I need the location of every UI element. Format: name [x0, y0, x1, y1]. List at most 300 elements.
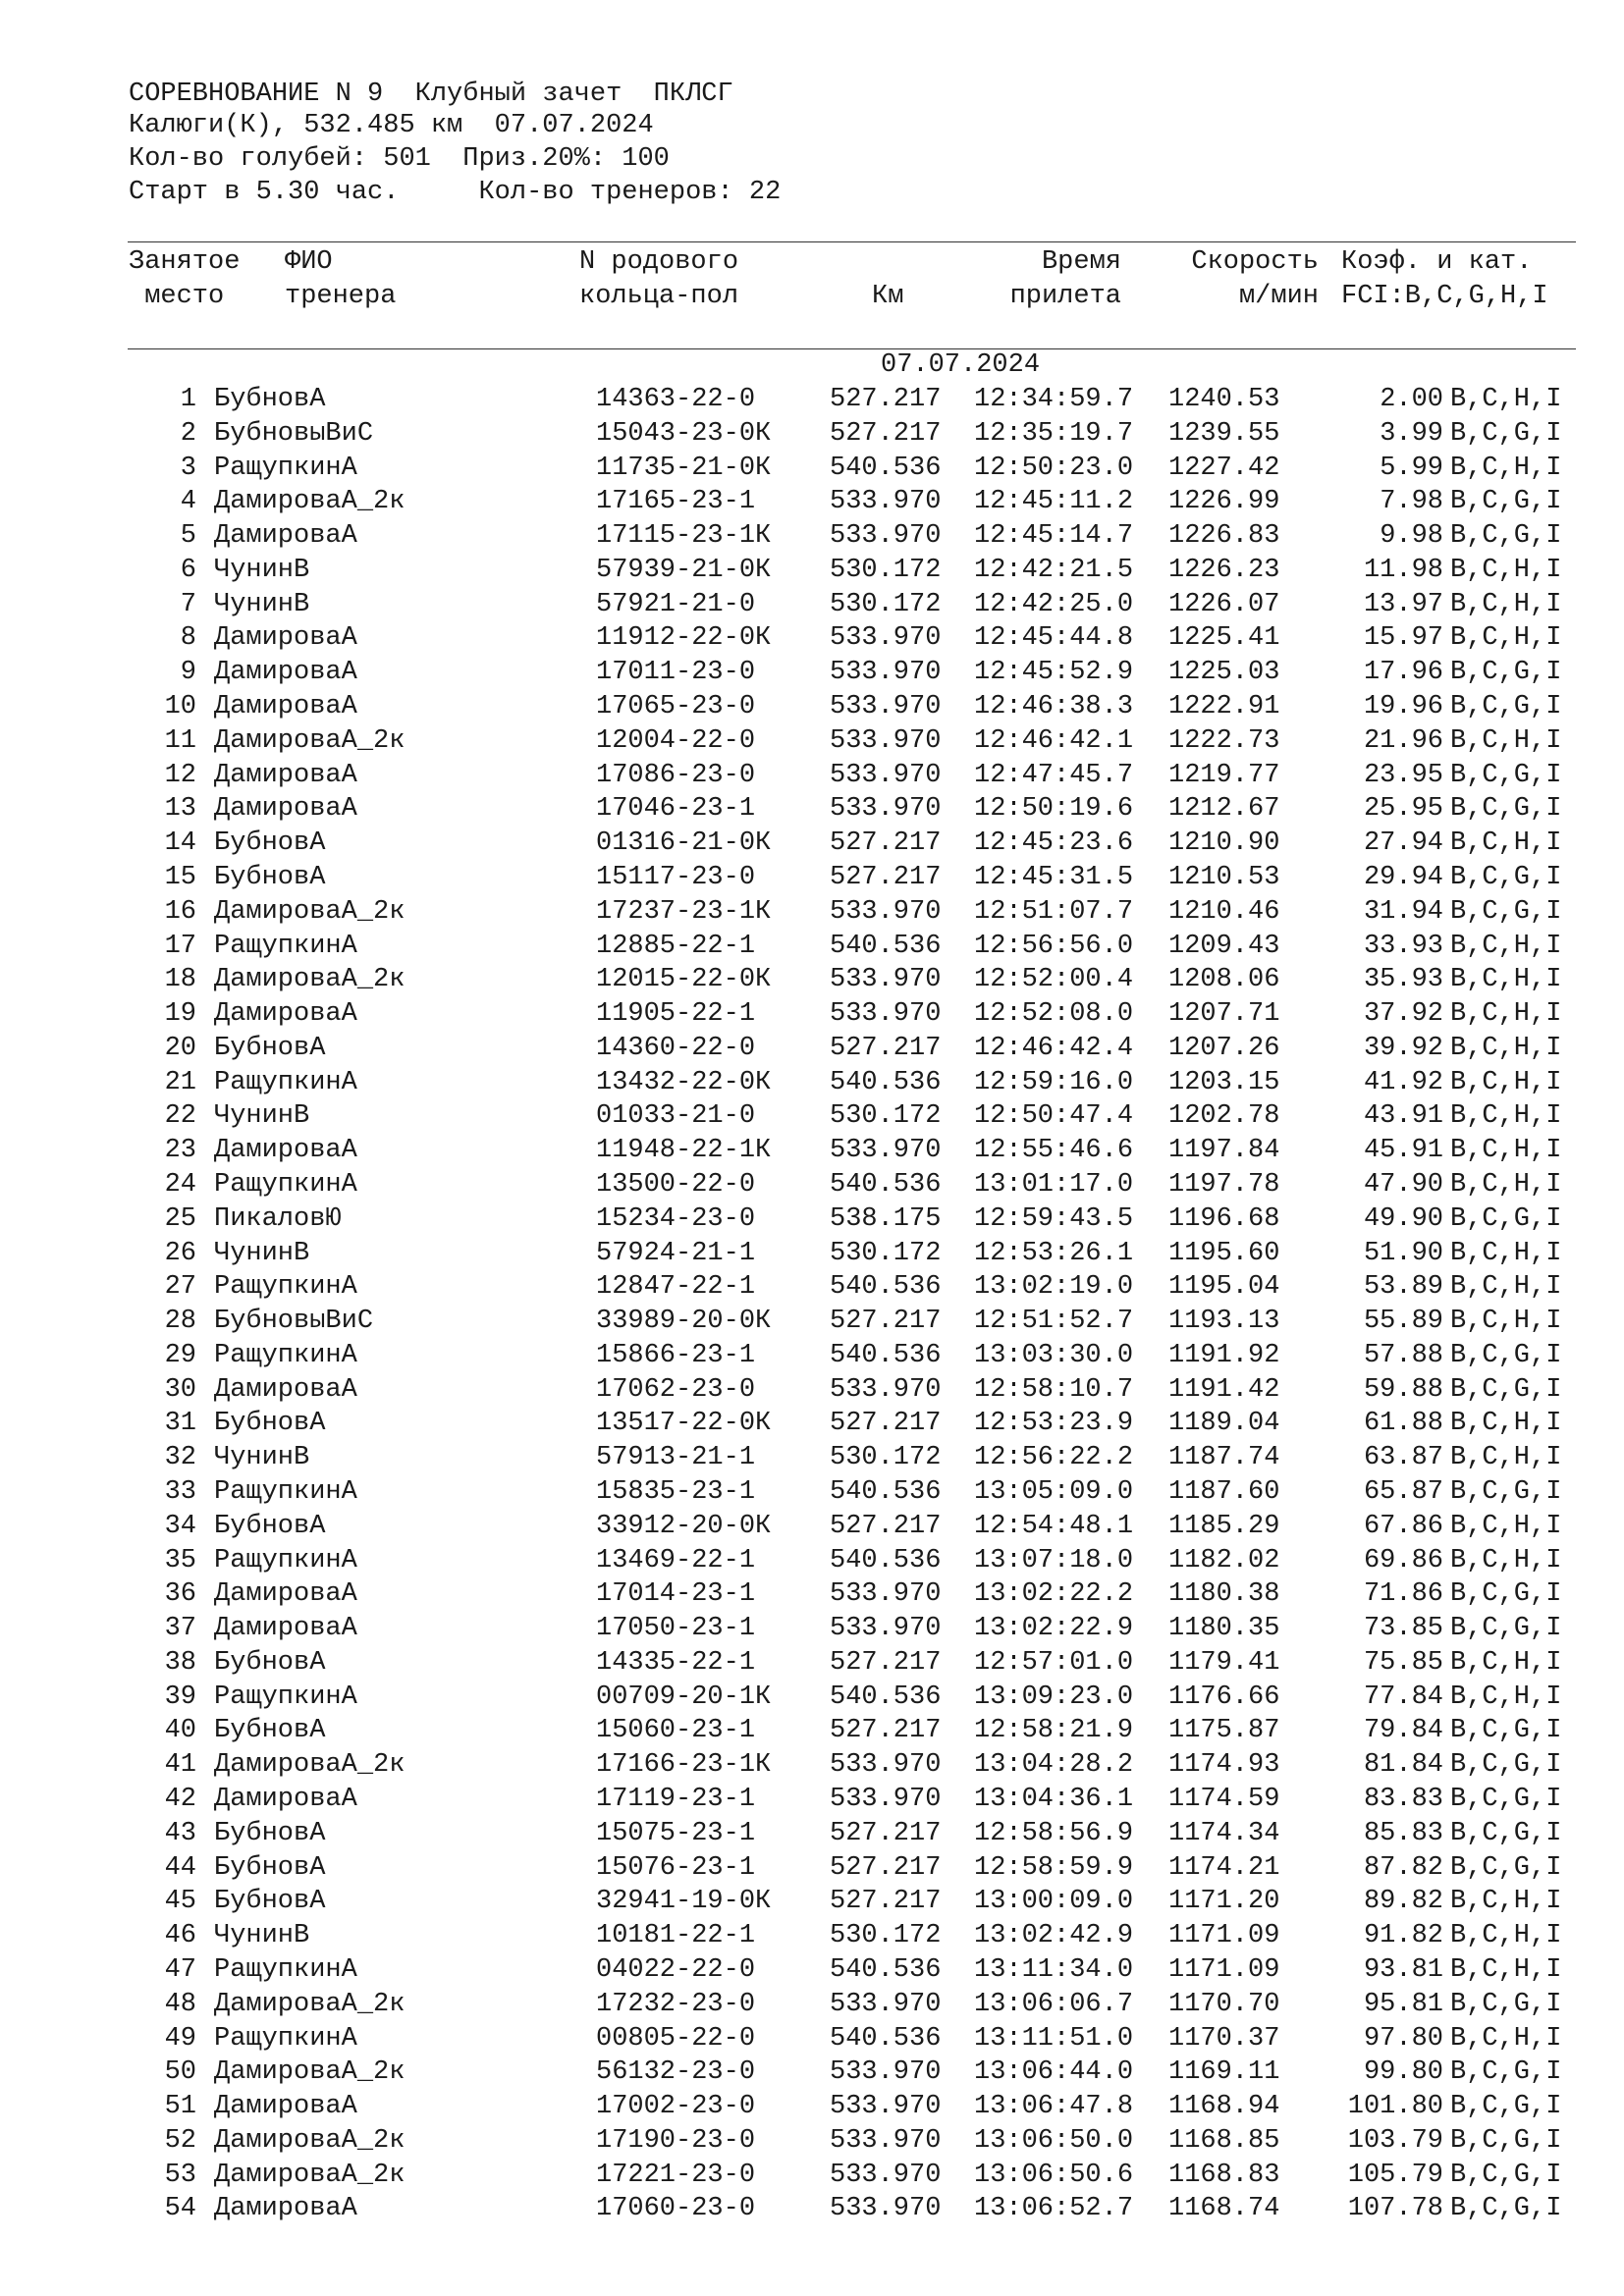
cell-coef: 107.78: [1347, 2194, 1443, 2224]
table-row: [0, 759, 1624, 793]
cell-speed: 1168.83: [1168, 2160, 1280, 2190]
cell-name: БубновА: [214, 1511, 326, 1541]
table-row: [0, 1817, 1624, 1851]
cell-ring: 11948-22-1К: [596, 1136, 772, 1166]
cell-speed: 1193.13: [1168, 1307, 1280, 1337]
cell-coef: 63.87: [1363, 1443, 1443, 1473]
cell-km: 530.172: [830, 1101, 942, 1132]
cell-km: 527.217: [830, 1647, 942, 1678]
cell-speed: 1210.53: [1168, 862, 1280, 892]
table-row: [0, 1270, 1624, 1305]
cell-speed: 1171.09: [1168, 1921, 1280, 1951]
cell-cat: B,C,H,I: [1450, 1887, 1562, 1917]
cell-speed: 1170.70: [1168, 1989, 1280, 2019]
col-km-header: Км: [872, 282, 904, 311]
cell-name: БубновА: [214, 862, 326, 892]
cell-cat: B,C,G,I: [1450, 418, 1562, 449]
table-row: [0, 1646, 1624, 1681]
cell-ring: 12885-22-1: [596, 931, 756, 961]
cell-speed: 1168.74: [1168, 2194, 1280, 2224]
table-row: [0, 519, 1624, 554]
table-row: [0, 792, 1624, 827]
cell-time: 12:52:00.4: [974, 965, 1134, 995]
cell-ring: 14363-22-0: [596, 385, 756, 414]
cell-coef: 35.93: [1363, 965, 1443, 995]
cell-ring: 17221-23-0: [596, 2160, 756, 2190]
cell-speed: 1191.42: [1168, 1374, 1280, 1405]
cell-speed: 1210.46: [1168, 896, 1280, 927]
cell-cat: B,C,G,I: [1450, 2194, 1562, 2224]
cell-name: БубновыВиС: [214, 1307, 374, 1337]
cell-speed: 1171.20: [1168, 1887, 1280, 1917]
cell-place: 27: [164, 1272, 196, 1303]
table-row: [0, 656, 1624, 690]
cell-time: 13:07:18.0: [974, 1545, 1134, 1575]
cell-cat: B,C,G,I: [1450, 2125, 1562, 2156]
cell-coef: 57.88: [1363, 1340, 1443, 1370]
cell-name: БубновА: [214, 1647, 326, 1678]
col-coef-header: Коэф. и кат. FCI:B,C,G,H,I: [1341, 247, 1548, 311]
cell-km: 533.970: [830, 2125, 942, 2156]
cell-speed: 1226.83: [1168, 521, 1280, 552]
cell-name: БубновА: [214, 1409, 326, 1439]
table-row: [0, 1714, 1624, 1748]
cell-place: 43: [164, 1818, 196, 1848]
table-row: [0, 1032, 1624, 1066]
cell-speed: 1225.03: [1168, 658, 1280, 688]
cell-place: 50: [164, 2057, 196, 2088]
table-row: [0, 1373, 1624, 1408]
cell-place: 47: [164, 1954, 196, 1985]
cell-km: 533.970: [830, 1614, 942, 1644]
cell-cat: B,C,G,I: [1450, 1203, 1562, 1234]
cell-ring: 33989-20-0К: [596, 1307, 772, 1337]
cell-coef: 43.91: [1363, 1101, 1443, 1132]
cell-place: 39: [164, 1682, 196, 1712]
cell-coef: 89.82: [1363, 1887, 1443, 1917]
cell-cat: B,C,H,I: [1450, 555, 1562, 585]
cell-time: 13:11:34.0: [974, 1954, 1134, 1985]
cell-speed: 1191.92: [1168, 1340, 1280, 1370]
cell-ring: 17011-23-0: [596, 658, 756, 688]
cell-time: 12:56:56.0: [974, 931, 1134, 961]
cell-km: 530.172: [830, 1238, 942, 1268]
cell-ring: 17237-23-1К: [596, 896, 772, 927]
cell-time: 13:04:28.2: [974, 1750, 1134, 1781]
cell-coef: 75.85: [1363, 1647, 1443, 1678]
table-row: [0, 861, 1624, 895]
cell-name: ЧунинВ: [214, 1238, 310, 1268]
cell-name: РащупкинА: [214, 1340, 357, 1370]
cell-km: 530.172: [830, 589, 942, 619]
table-row: [0, 1612, 1624, 1646]
cell-speed: 1208.06: [1168, 965, 1280, 995]
cell-speed: 1240.53: [1168, 385, 1280, 414]
cell-name: ДамироваА: [214, 521, 357, 552]
table-row: [0, 1339, 1624, 1373]
cell-place: 26: [164, 1238, 196, 1268]
cell-ring: 11905-22-1: [596, 999, 756, 1030]
cell-km: 540.536: [830, 1272, 942, 1303]
cell-coef: 15.97: [1363, 623, 1443, 654]
cell-time: 12:45:14.7: [974, 521, 1134, 552]
cell-time: 13:09:23.0: [974, 1682, 1134, 1712]
cell-ring: 17115-23-1К: [596, 521, 772, 552]
cell-time: 12:50:47.4: [974, 1101, 1134, 1132]
cell-cat: B,C,G,I: [1450, 760, 1562, 790]
cell-place: 12: [164, 760, 196, 790]
cell-name: БубновА: [214, 385, 326, 414]
cell-place: 24: [164, 1169, 196, 1200]
cell-coef: 73.85: [1363, 1614, 1443, 1644]
cell-speed: 1207.71: [1168, 999, 1280, 1030]
cell-place: 44: [164, 1852, 196, 1883]
cell-ring: 01033-21-0: [596, 1101, 756, 1132]
table-row: [0, 997, 1624, 1032]
cell-km: 533.970: [830, 965, 942, 995]
cell-speed: 1222.91: [1168, 692, 1280, 722]
cell-ring: 13469-22-1: [596, 1545, 756, 1575]
cell-cat: B,C,G,I: [1450, 2092, 1562, 2122]
cell-coef: 9.98: [1380, 521, 1443, 552]
table-row: [0, 1475, 1624, 1510]
cell-km: 533.970: [830, 794, 942, 825]
cell-coef: 51.90: [1363, 1238, 1443, 1268]
cell-ring: 17086-23-0: [596, 760, 756, 790]
cell-name: БубновА: [214, 1852, 326, 1883]
cell-place: 16: [164, 896, 196, 927]
cell-ring: 17190-23-0: [596, 2125, 756, 2156]
cell-ring: 13432-22-0К: [596, 1067, 772, 1097]
cell-name: ДамироваА: [214, 623, 357, 654]
cell-cat: B,C,H,I: [1450, 1409, 1562, 1439]
cell-coef: 17.96: [1363, 658, 1443, 688]
table-row: [0, 2022, 1624, 2056]
cell-km: 533.970: [830, 1785, 942, 1815]
cell-km: 530.172: [830, 555, 942, 585]
cell-cat: B,C,H,I: [1450, 725, 1562, 756]
cell-place: 36: [164, 1579, 196, 1610]
cell-coef: 37.92: [1363, 999, 1443, 1030]
cell-name: ЧунинВ: [214, 555, 310, 585]
cell-time: 13:02:22.9: [974, 1614, 1134, 1644]
cell-time: 12:46:38.3: [974, 692, 1134, 722]
cell-place: 34: [164, 1511, 196, 1541]
table-row: [0, 2159, 1624, 2193]
table-row: [0, 1510, 1624, 1544]
cell-time: 12:53:23.9: [974, 1409, 1134, 1439]
cell-cat: B,C,H,I: [1450, 828, 1562, 859]
cell-ring: 15866-23-1: [596, 1340, 756, 1370]
cell-name: РащупкинА: [214, 1272, 357, 1303]
cell-place: 31: [164, 1409, 196, 1439]
cell-ring: 13517-22-0К: [596, 1409, 772, 1439]
cell-place: 5: [180, 521, 196, 552]
cell-place: 30: [164, 1374, 196, 1405]
cell-km: 527.217: [830, 418, 942, 449]
cell-time: 12:34:59.7: [974, 385, 1134, 414]
cell-cat: B,C,G,I: [1450, 1374, 1562, 1405]
table-row: [0, 2124, 1624, 2159]
cell-time: 12:50:23.0: [974, 453, 1134, 483]
cell-ring: 17119-23-1: [596, 1785, 756, 1815]
cell-coef: 59.88: [1363, 1374, 1443, 1405]
cell-cat: B,C,G,I: [1450, 1716, 1562, 1746]
cell-coef: 33.93: [1363, 931, 1443, 961]
col-time-header: Время прилета: [1009, 247, 1121, 311]
cell-name: РащупкинА: [214, 1169, 357, 1200]
cell-cat: B,C,G,I: [1450, 1818, 1562, 1848]
cell-ring: 57921-21-0: [596, 589, 756, 619]
table-row: [0, 1544, 1624, 1578]
cell-km: 530.172: [830, 1443, 942, 1473]
release-point-line: Калюги(К), 532.485 км 07.07.2024: [129, 111, 654, 140]
cell-place: 32: [164, 1443, 196, 1473]
cell-km: 540.536: [830, 2023, 942, 2054]
table-row: [0, 1237, 1624, 1271]
cell-time: 12:56:22.2: [974, 1443, 1134, 1473]
cell-place: 46: [164, 1921, 196, 1951]
results-table: [0, 383, 1624, 2226]
cell-km: 533.970: [830, 760, 942, 790]
cell-speed: 1189.04: [1168, 1409, 1280, 1439]
cell-place: 4: [180, 487, 196, 517]
cell-time: 12:59:43.5: [974, 1203, 1134, 1234]
cell-cat: B,C,G,I: [1450, 1852, 1562, 1883]
cell-time: 12:52:08.0: [974, 999, 1134, 1030]
cell-km: 533.970: [830, 896, 942, 927]
cell-name: ЧунинВ: [214, 1443, 310, 1473]
cell-km: 540.536: [830, 453, 942, 483]
cell-name: ДамироваА: [214, 1614, 357, 1644]
cell-cat: B,C,H,I: [1450, 1169, 1562, 1200]
cell-place: 49: [164, 2023, 196, 2054]
cell-time: 13:00:09.0: [974, 1887, 1134, 1917]
cell-km: 527.217: [830, 1818, 942, 1848]
cell-coef: 103.79: [1347, 2125, 1443, 2156]
cell-km: 533.970: [830, 725, 942, 756]
cell-coef: 7.98: [1380, 487, 1443, 517]
cell-time: 12:50:19.6: [974, 794, 1134, 825]
cell-speed: 1203.15: [1168, 1067, 1280, 1097]
cell-time: 13:06:52.7: [974, 2194, 1134, 2224]
table-row: [0, 827, 1624, 861]
cell-speed: 1210.90: [1168, 828, 1280, 859]
cell-time: 13:02:19.0: [974, 1272, 1134, 1303]
cell-ring: 17165-23-1: [596, 487, 756, 517]
cell-name: ДамироваА_2к: [214, 1750, 406, 1781]
cell-speed: 1182.02: [1168, 1545, 1280, 1575]
cell-speed: 1226.23: [1168, 555, 1280, 585]
cell-cat: B,C,H,I: [1450, 2023, 1562, 2054]
cell-name: РащупкинА: [214, 1067, 357, 1097]
cell-time: 12:51:52.7: [974, 1307, 1134, 1337]
cell-ring: 12004-22-0: [596, 725, 756, 756]
table-row: [0, 2192, 1624, 2226]
cell-place: 10: [164, 692, 196, 722]
cell-km: 533.970: [830, 2057, 942, 2088]
cell-cat: B,C,H,I: [1450, 1033, 1562, 1063]
table-row: [0, 1202, 1624, 1237]
cell-ring: 12015-22-0К: [596, 965, 772, 995]
cell-coef: 55.89: [1363, 1307, 1443, 1337]
cell-time: 12:58:56.9: [974, 1818, 1134, 1848]
cell-km: 538.175: [830, 1203, 942, 1234]
table-row: [0, 1748, 1624, 1783]
cell-speed: 1174.34: [1168, 1818, 1280, 1848]
cell-cat: B,C,H,I: [1450, 999, 1562, 1030]
cell-speed: 1174.59: [1168, 1785, 1280, 1815]
cell-speed: 1187.74: [1168, 1443, 1280, 1473]
cell-name: ДамироваА: [214, 1374, 357, 1405]
cell-coef: 79.84: [1363, 1716, 1443, 1746]
cell-ring: 15060-23-1: [596, 1716, 756, 1746]
cell-time: 13:06:06.7: [974, 1989, 1134, 2019]
table-row: [0, 417, 1624, 452]
cell-cat: B,C,G,I: [1450, 692, 1562, 722]
cell-speed: 1227.42: [1168, 453, 1280, 483]
cell-place: 21: [164, 1067, 196, 1097]
cell-coef: 65.87: [1363, 1477, 1443, 1507]
cell-speed: 1195.04: [1168, 1272, 1280, 1303]
cell-ring: 17166-23-1К: [596, 1750, 772, 1781]
cell-ring: 15117-23-0: [596, 862, 756, 892]
cell-coef: 53.89: [1363, 1272, 1443, 1303]
cell-ring: 15075-23-1: [596, 1818, 756, 1848]
table-row: [0, 621, 1624, 656]
cell-coef: 85.83: [1363, 1818, 1443, 1848]
cell-km: 533.970: [830, 2092, 942, 2122]
table-row: [0, 963, 1624, 997]
cell-km: 527.217: [830, 828, 942, 859]
cell-name: ДамироваА: [214, 2092, 357, 2122]
cell-cat: B,C,G,I: [1450, 862, 1562, 892]
cell-coef: 13.97: [1363, 589, 1443, 619]
cell-time: 13:05:09.0: [974, 1477, 1134, 1507]
cell-km: 527.217: [830, 862, 942, 892]
col-name-header: ФИО тренера: [285, 247, 397, 311]
cell-ring: 17062-23-0: [596, 1374, 756, 1405]
cell-time: 12:47:45.7: [974, 760, 1134, 790]
cell-cat: B,C,H,I: [1450, 1101, 1562, 1132]
table-row: [0, 1919, 1624, 1953]
table-row: [0, 1851, 1624, 1886]
cell-time: 13:06:50.0: [974, 2125, 1134, 2156]
cell-place: 52: [164, 2125, 196, 2156]
cell-place: 37: [164, 1614, 196, 1644]
cell-place: 6: [180, 555, 196, 585]
cell-place: 45: [164, 1887, 196, 1917]
cell-speed: 1207.26: [1168, 1033, 1280, 1063]
cell-km: 533.970: [830, 692, 942, 722]
cell-ring: 01316-21-0К: [596, 828, 772, 859]
cell-coef: 29.94: [1363, 862, 1443, 892]
cell-ring: 17046-23-1: [596, 794, 756, 825]
cell-coef: 2.00: [1380, 385, 1443, 414]
table-row: [0, 1134, 1624, 1168]
cell-time: 12:42:21.5: [974, 555, 1134, 585]
cell-cat: B,C,G,I: [1450, 487, 1562, 517]
cell-speed: 1170.37: [1168, 2023, 1280, 2054]
cell-time: 12:58:59.9: [974, 1852, 1134, 1883]
cell-time: 13:03:30.0: [974, 1340, 1134, 1370]
cell-place: 33: [164, 1477, 196, 1507]
cell-cat: B,C,H,I: [1450, 453, 1562, 483]
cell-km: 540.536: [830, 1954, 942, 1985]
cell-coef: 49.90: [1363, 1203, 1443, 1234]
cell-coef: 19.96: [1363, 692, 1443, 722]
table-row: [0, 1168, 1624, 1202]
table-row: [0, 452, 1624, 486]
cell-speed: 1239.55: [1168, 418, 1280, 449]
cell-ring: 17065-23-0: [596, 692, 756, 722]
cell-cat: B,C,H,I: [1450, 385, 1562, 414]
cell-time: 12:45:44.8: [974, 623, 1134, 654]
cell-coef: 77.84: [1363, 1682, 1443, 1712]
cell-speed: 1180.35: [1168, 1614, 1280, 1644]
cell-ring: 12847-22-1: [596, 1272, 756, 1303]
cell-place: 29: [164, 1340, 196, 1370]
cell-ring: 32941-19-0К: [596, 1887, 772, 1917]
cell-name: ДамироваА: [214, 1579, 357, 1610]
cell-name: РащупкинА: [214, 1954, 357, 1985]
cell-time: 13:01:17.0: [974, 1169, 1134, 1200]
cell-name: ДамироваА_2к: [214, 896, 406, 927]
table-row: [0, 2090, 1624, 2124]
cell-place: 7: [180, 589, 196, 619]
cell-name: ДамироваА: [214, 794, 357, 825]
cell-place: 1: [180, 385, 196, 414]
cell-ring: 04022-22-0: [596, 1954, 756, 1985]
cell-cat: B,C,G,I: [1450, 1785, 1562, 1815]
cell-km: 540.536: [830, 1340, 942, 1370]
cell-speed: 1168.94: [1168, 2092, 1280, 2122]
cell-cat: B,C,H,I: [1450, 1238, 1562, 1268]
cell-place: 8: [180, 623, 196, 654]
cell-speed: 1176.66: [1168, 1682, 1280, 1712]
cell-speed: 1174.21: [1168, 1852, 1280, 1883]
cell-place: 41: [164, 1750, 196, 1781]
cell-time: 12:42:25.0: [974, 589, 1134, 619]
cell-time: 12:57:01.0: [974, 1647, 1134, 1678]
cell-time: 12:54:48.1: [974, 1511, 1134, 1541]
cell-km: 533.970: [830, 521, 942, 552]
cell-coef: 21.96: [1363, 725, 1443, 756]
bird-count-line: Кол-во голубей: 501 Приз.20%: 100: [129, 144, 670, 174]
cell-time: 13:06:47.8: [974, 2092, 1134, 2122]
cell-time: 13:06:44.0: [974, 2057, 1134, 2088]
cell-km: 527.217: [830, 1716, 942, 1746]
cell-ring: 57939-21-0К: [596, 555, 772, 585]
table-row: [0, 895, 1624, 930]
cell-ring: 57913-21-1: [596, 1443, 756, 1473]
cell-cat: B,C,H,I: [1450, 1443, 1562, 1473]
table-row: [0, 1099, 1624, 1134]
cell-speed: 1196.68: [1168, 1203, 1280, 1234]
cell-time: 12:59:16.0: [974, 1067, 1134, 1097]
cell-time: 12:35:19.7: [974, 418, 1134, 449]
cell-speed: 1169.11: [1168, 2057, 1280, 2088]
cell-km: 540.536: [830, 1169, 942, 1200]
cell-cat: B,C,H,I: [1450, 1272, 1562, 1303]
cell-place: 14: [164, 828, 196, 859]
cell-name: РащупкинА: [214, 1545, 357, 1575]
cell-coef: 71.86: [1363, 1579, 1443, 1610]
cell-cat: B,C,H,I: [1450, 1511, 1562, 1541]
cell-coef: 91.82: [1363, 1921, 1443, 1951]
cell-ring: 15835-23-1: [596, 1477, 756, 1507]
cell-ring: 56132-23-0: [596, 2057, 756, 2088]
